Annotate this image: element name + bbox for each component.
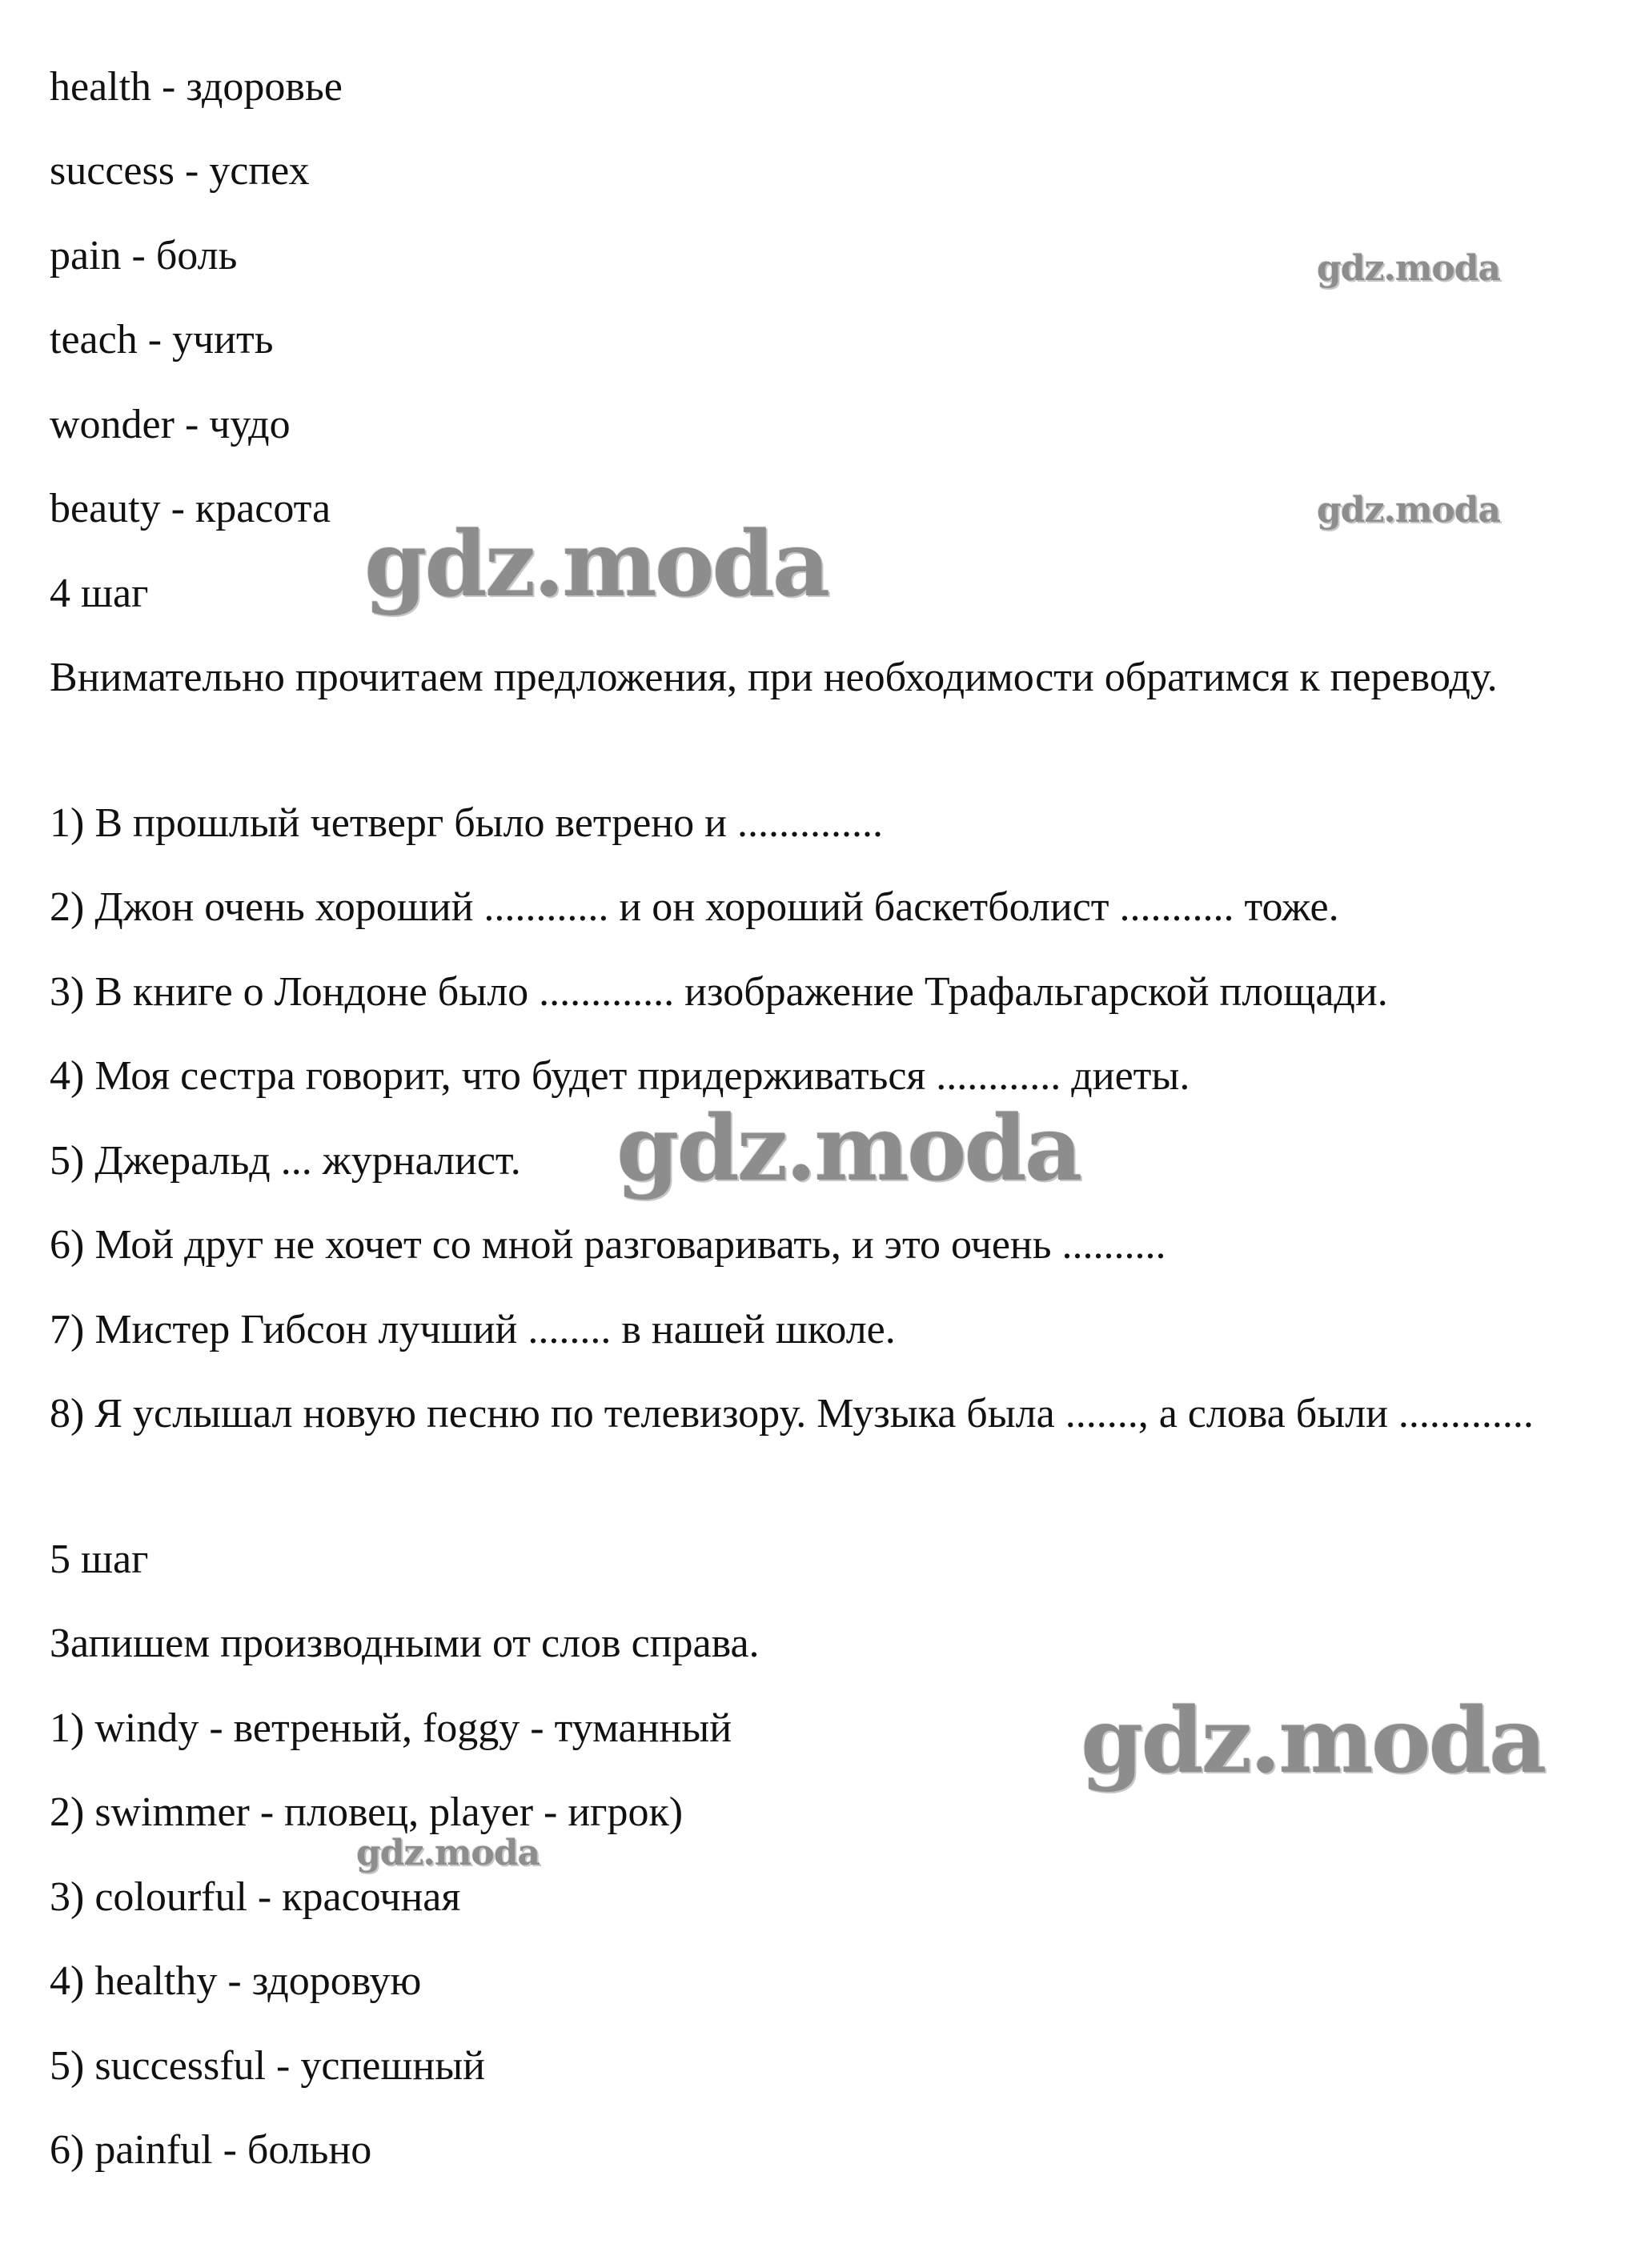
step-4-title: 4 шаг [50, 571, 149, 616]
exercise-sentence: 6) Мой друг не хочет со мной разговаривать, и это очень .......... [50, 1222, 1166, 1268]
watermark: gdz.moda [1317, 248, 1501, 289]
answer-item: 3) colourful - красочная [50, 1874, 461, 1920]
exercise-sentence: 5) Джеральд ... журналист. [50, 1138, 521, 1184]
exercise-sentence: 1) В прошлый четверг было ветрено и .............. [50, 800, 883, 846]
watermark: gdz.moda [364, 512, 829, 617]
vocab-item: teach - учить [50, 317, 274, 363]
exercise-sentence: 2) Джон очень хороший ............ и он хороший баскетболист ........... тоже. [50, 884, 1339, 930]
exercise-sentence: 4) Моя сестра говорит, что будет придерживаться ............ диеты. [50, 1053, 1190, 1099]
watermark: gdz.moda [1317, 490, 1501, 531]
vocab-item: beauty - красота [50, 486, 331, 531]
answer-item: 5) successful - успешный [50, 2043, 485, 2089]
answer-item: 1) windy - ветреный, foggy - туманный [50, 1705, 732, 1751]
vocab-item: pain - боль [50, 233, 238, 278]
watermark: gdz.moda [356, 1833, 540, 1873]
exercise-sentence: 8) Я услышал новую песню по телевизору. Музыка была ......., а слова были ............. [50, 1391, 1534, 1437]
step-5-intro: Запишем производными от слов справа. [50, 1621, 760, 1666]
step-4-intro: Внимательно прочитаем предложения, при необходимости обратимся к переводу. [50, 655, 1498, 700]
vocab-item: success - успех [50, 148, 310, 194]
watermark: gdz.moda [1081, 1689, 1545, 1793]
exercise-sentence: 3) В книге о Лондоне было ............. изображение Трафальгарской площади. [50, 969, 1388, 1015]
answer-item: 6) painful - больно [50, 2127, 372, 2173]
answer-item: 4) healthy - здоровую [50, 1958, 422, 2004]
step-5-title: 5 шаг [50, 1537, 149, 1582]
vocab-item: health - здоровье [50, 64, 343, 110]
answer-item: 2) swimmer - пловец, player - игрок) [50, 1789, 684, 1835]
vocab-item: wonder - чудо [50, 402, 291, 447]
watermark: gdz.moda [616, 1096, 1081, 1201]
exercise-sentence: 7) Мистер Гибсон лучший ........ в нашей школе. [50, 1307, 896, 1352]
